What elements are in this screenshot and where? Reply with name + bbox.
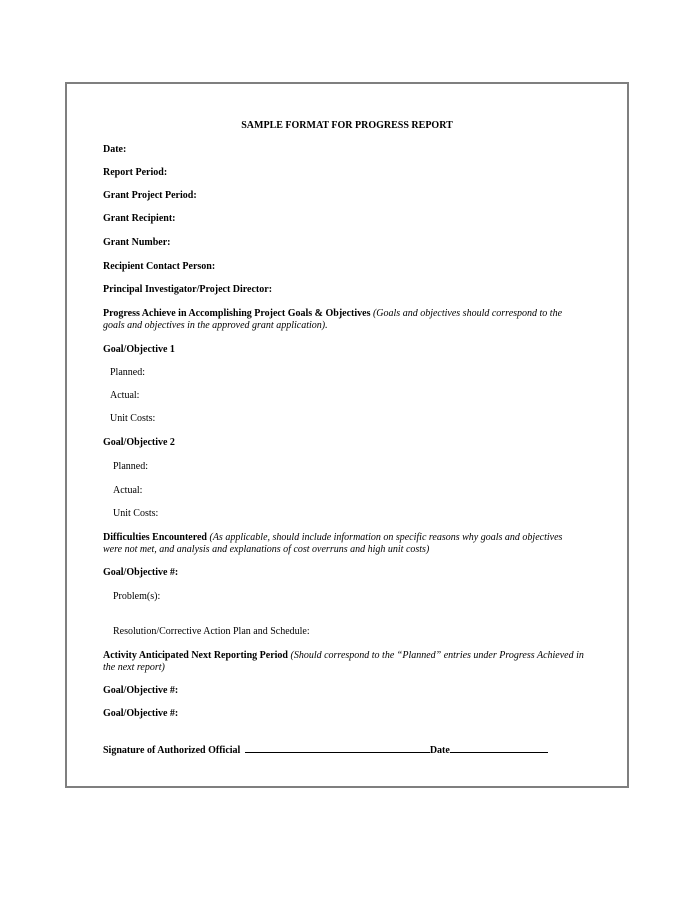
goal1-unit-costs: Unit Costs: [110, 413, 156, 424]
document-frame [65, 82, 629, 788]
goal1-planned: Planned: [110, 367, 145, 378]
progress-heading: Progress Achieve in Accomplishing Project Goals & Objectives [103, 308, 371, 319]
difficulties-heading: Difficulties Encountered [103, 532, 207, 543]
goal-hash-heading: Goal/Objective #: [103, 567, 179, 578]
problems-label: Problem(s): [113, 591, 161, 602]
goal1-heading: Goal/Objective 1 [103, 344, 175, 355]
difficulties-note: (As applicable, should include information on specific reasons why goals and objectives were not met, and analysis and explanations of cost overruns and high unit costs) [103, 532, 563, 555]
principal-investigator-label: Principal Investigator/Project Director: [103, 284, 273, 295]
goal2-heading: Goal/Objective 2 [103, 437, 175, 448]
resolution-label: Resolution/Corrective Action Plan and Schedule: [113, 626, 310, 637]
grant-recipient-label: Grant Recipient: [103, 213, 176, 224]
activity-note: (Should correspond to the “Planned” entries under Progress Achieved in the next report) [103, 650, 584, 673]
next-goal-2: Goal/Objective #: [103, 708, 179, 719]
goal1-actual: Actual: [110, 390, 140, 401]
signature-label: Signature of Authorized Official [103, 745, 241, 756]
progress-note: (Goals and objectives should correspond to the goals and objectives in the approved grant application). [103, 308, 563, 331]
signature-line [103, 743, 548, 757]
document-title: SAMPLE FORMAT FOR PROGRESS REPORT [241, 120, 453, 131]
date-blank[interactable] [450, 743, 548, 753]
date-label: Date: [103, 144, 127, 155]
date-sign-label: Date [429, 745, 450, 756]
goal2-unit-costs: Unit Costs: [113, 508, 159, 519]
recipient-contact-label: Recipient Contact Person: [103, 261, 216, 272]
activity-section [103, 650, 593, 674]
progress-section [103, 308, 583, 332]
grant-project-period-label: Grant Project Period: [103, 190, 197, 201]
goal2-actual: Actual: [113, 485, 143, 496]
grant-number-label: Grant Number: [103, 237, 171, 248]
signature-blank[interactable] [245, 743, 430, 753]
difficulties-section [103, 532, 583, 556]
report-period-label: Report Period: [103, 167, 168, 178]
activity-heading: Activity Anticipated Next Reporting Period [103, 650, 288, 661]
next-goal-1: Goal/Objective #: [103, 685, 179, 696]
goal2-planned: Planned: [113, 461, 148, 472]
